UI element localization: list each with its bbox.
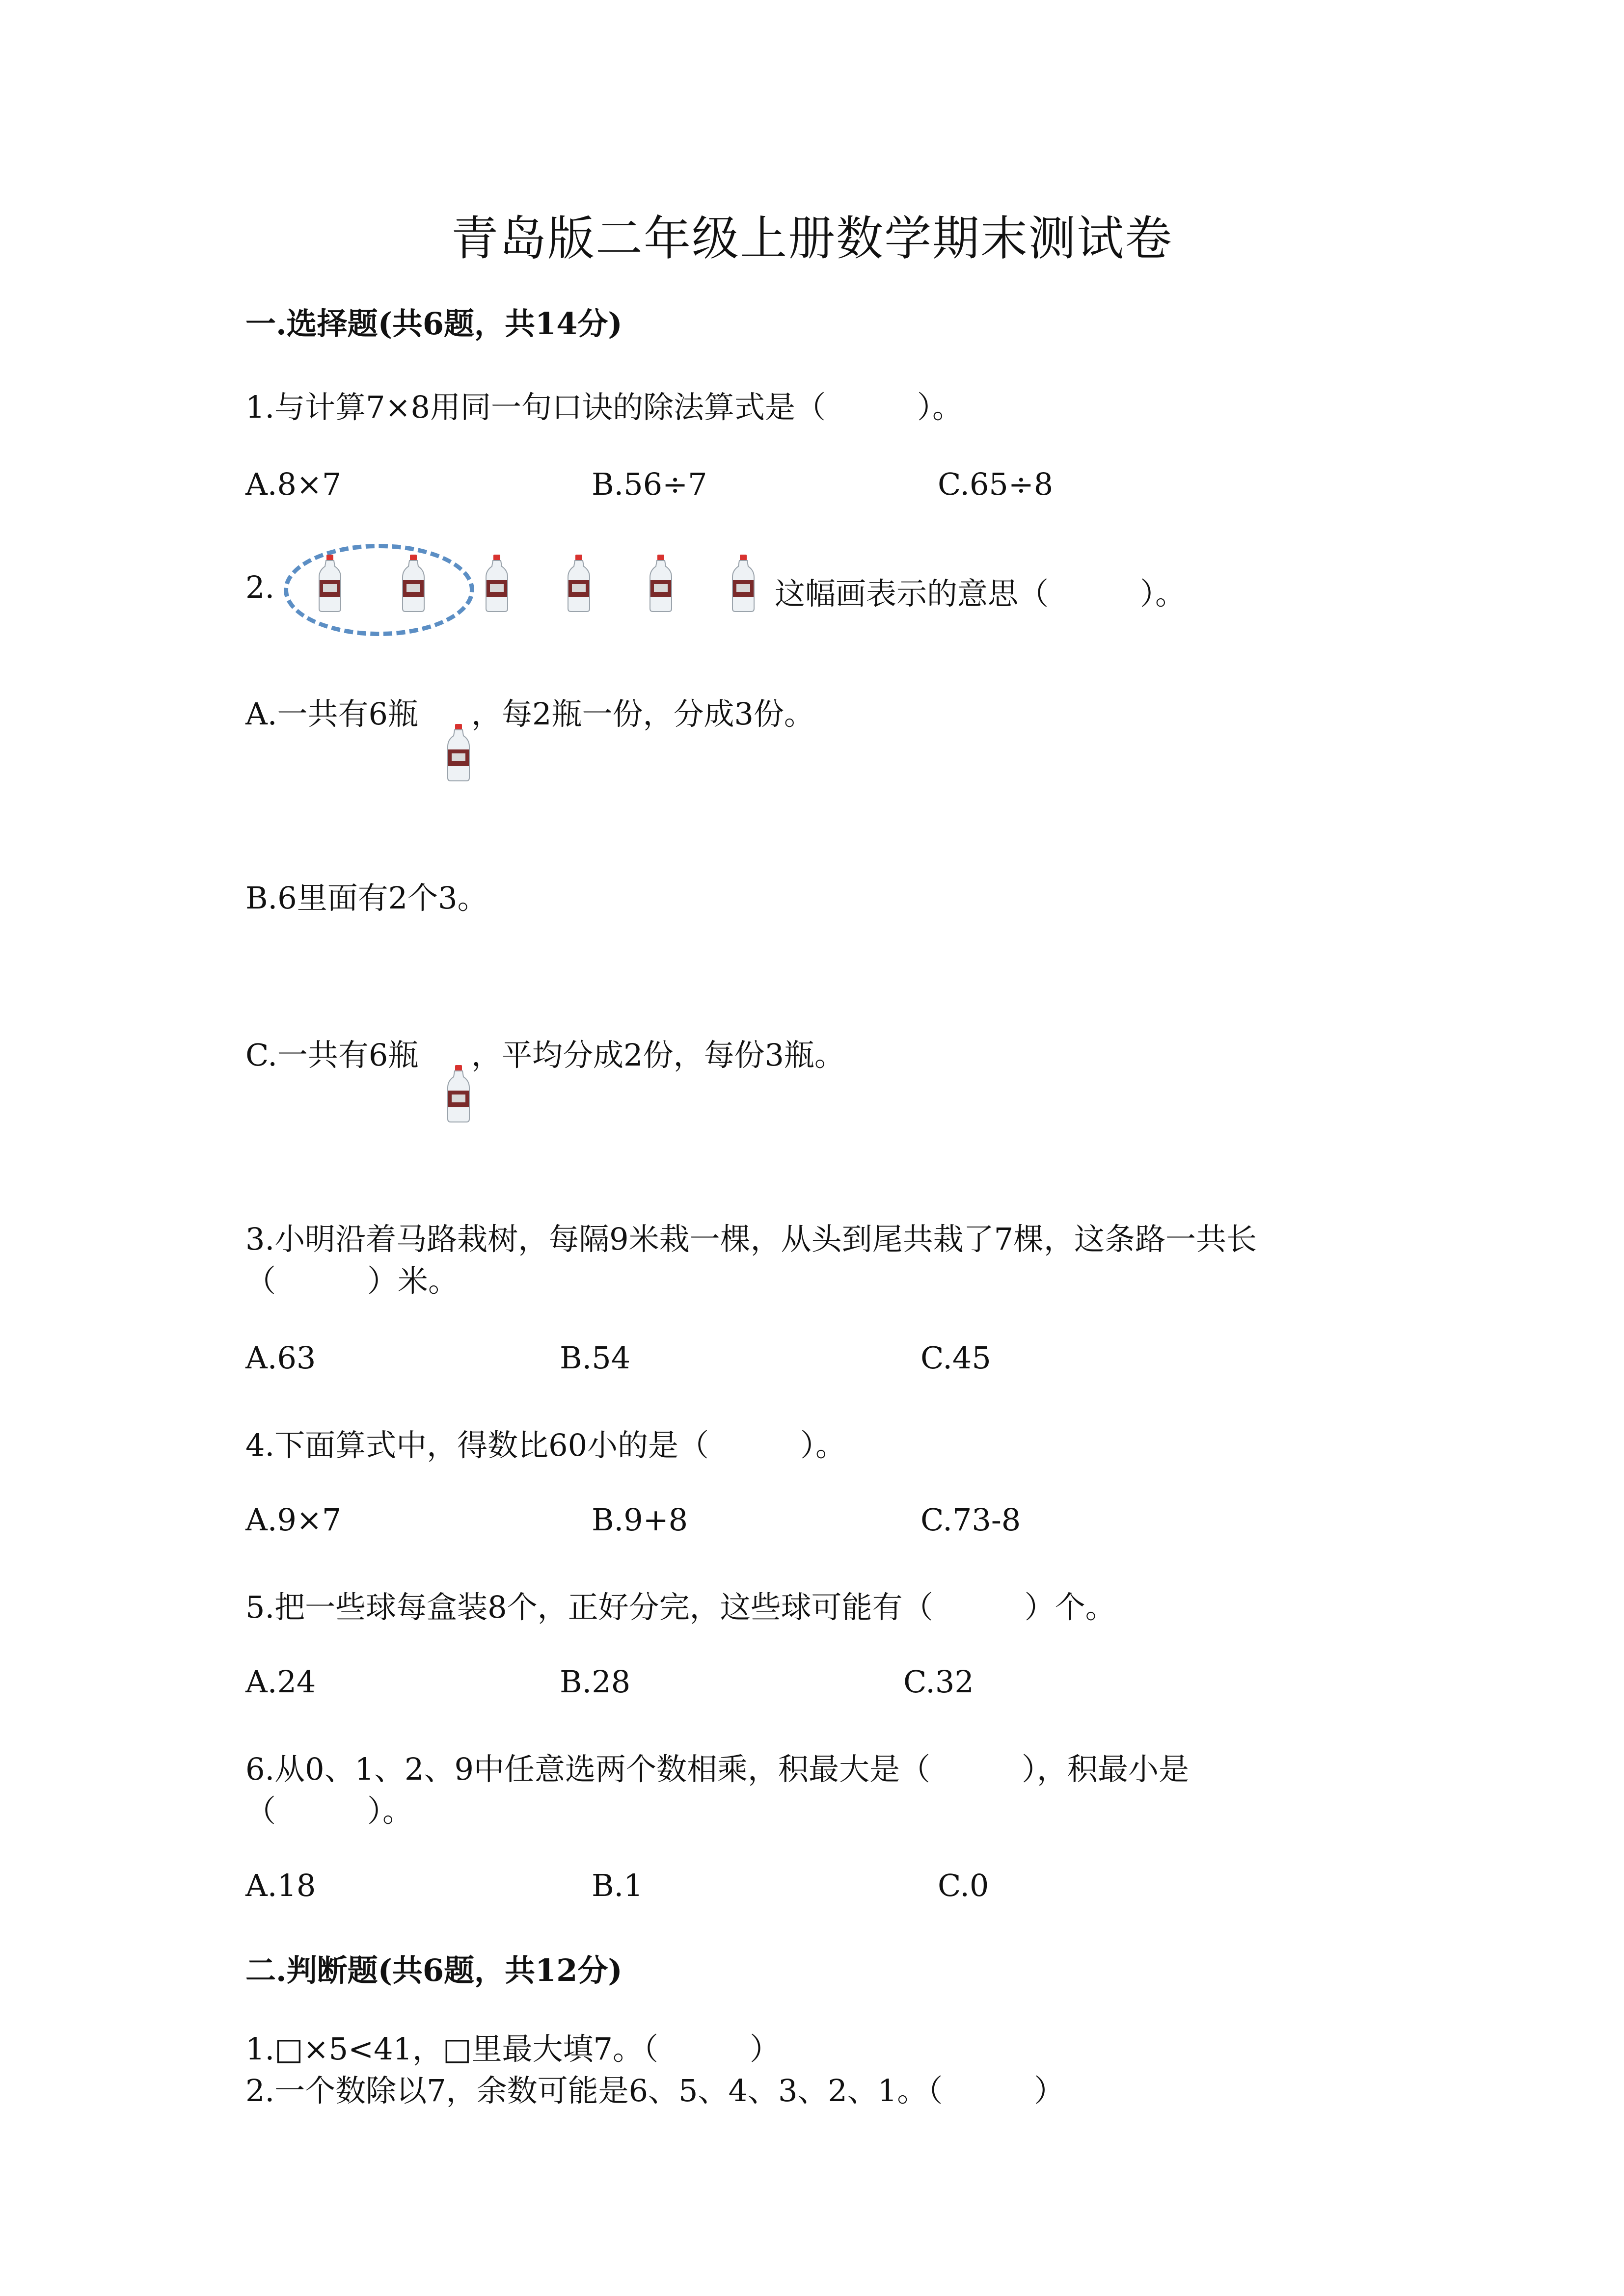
q4-option-c: C.73-8 — [920, 1502, 1021, 1538]
q2-option-a-start: A.一共有6瓶 — [245, 696, 418, 732]
q3-option-b: B.54 — [560, 1340, 631, 1376]
question-3-line-2: （ ）米。 — [245, 1263, 459, 1299]
bottle-icon — [447, 724, 470, 782]
question-2-number: 2. — [245, 569, 275, 605]
q1-option-a: A.8×7 — [245, 466, 342, 502]
section-heading-choice: 一.选择题(共6题，共14分) — [245, 306, 623, 342]
q1-option-b: B.56÷7 — [592, 466, 707, 502]
q2-option-b: B.6里面有2个3。 — [245, 880, 488, 916]
bottle-icon — [402, 555, 425, 613]
q3-option-a: A.63 — [245, 1340, 316, 1376]
question-4: 4.下面算式中，得数比60小的是（ ）。 — [245, 1427, 846, 1463]
q2-option-c-end: ，平均分成2份，每份3瓶。 — [471, 1037, 845, 1073]
q6-option-b: B.1 — [592, 1868, 643, 1903]
bottle-icon — [567, 555, 591, 613]
question-3-line-1: 3.小明沿着马路栽树，每隔9米栽一棵，从头到尾共栽了7棵，这条路一共长 — [245, 1221, 1257, 1257]
q4-option-a: A.9×7 — [245, 1502, 342, 1538]
question-6-line-2: （ ）。 — [245, 1793, 413, 1829]
bottle-icon — [485, 555, 509, 613]
section-heading-judgement: 二.判断题(共6题，共12分) — [245, 1952, 623, 1988]
bottle-icon — [447, 1065, 470, 1123]
page-title: 青岛版二年级上册数学期末测试卷 — [451, 211, 1173, 266]
question-6-line-1: 6.从0、1、2、9中任意选两个数相乘，积最大是（ ），积最小是 — [245, 1751, 1189, 1787]
question-2: 这幅画表示的意思（ ）。 — [775, 576, 1186, 612]
question-5: 5.把一些球每盒装8个，正好分完，这些球可能有（ ）个。 — [245, 1589, 1116, 1625]
q2-option-c-start: C.一共有6瓶 — [245, 1037, 419, 1073]
bottle-icon — [649, 555, 673, 613]
bottle-icon — [318, 555, 342, 613]
judgement-2: 2.一个数除以7，余数可能是6、5、4、3、2、1。（ ） — [245, 2073, 1065, 2109]
q2-option-a-end: ，每2瓶一份，分成3份。 — [471, 696, 814, 732]
q5-option-b: B.28 — [560, 1664, 631, 1700]
q6-option-c: C.0 — [938, 1868, 989, 1903]
bottle-icon — [731, 555, 755, 613]
q5-option-c: C.32 — [903, 1664, 974, 1700]
q5-option-a: A.24 — [245, 1664, 316, 1700]
q1-option-c: C.65÷8 — [938, 466, 1054, 502]
q6-option-a: A.18 — [245, 1868, 316, 1903]
judgement-1: 1.□×5<41，□里最大填7。（ ） — [245, 2031, 780, 2067]
q3-option-c: C.45 — [920, 1340, 991, 1376]
dashed-group-oval — [284, 544, 474, 636]
q4-option-b: B.9+8 — [592, 1502, 688, 1538]
question-1: 1.与计算7×8用同一句口诀的除法算式是（ ）。 — [245, 389, 963, 425]
